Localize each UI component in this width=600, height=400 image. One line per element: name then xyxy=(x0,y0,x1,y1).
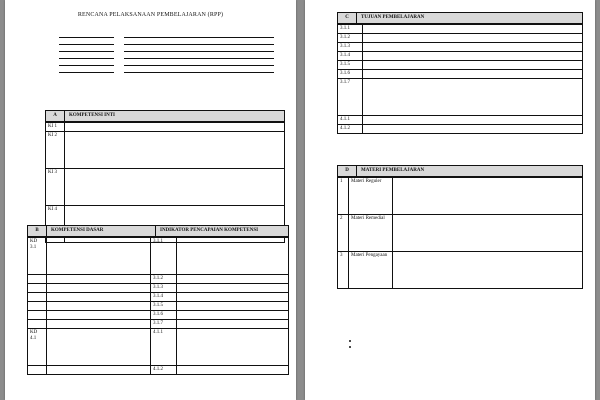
header-value xyxy=(124,43,274,45)
section-d-title: MATERI PEMBELAJARAN xyxy=(361,168,425,174)
table-row xyxy=(28,237,288,274)
document-title: RENCANA PELAKSANAAN PEMBELAJARAN (RPP) xyxy=(77,12,224,18)
ki-code: KI 3 xyxy=(48,170,58,175)
table-row xyxy=(338,60,582,69)
indicator-code: 3.1.1 xyxy=(150,238,176,274)
indicator-text xyxy=(176,238,288,274)
header-row xyxy=(59,64,274,71)
table-row xyxy=(338,214,582,251)
section-c-header xyxy=(337,12,583,24)
table-row xyxy=(46,122,284,131)
tp-text xyxy=(362,61,582,69)
tp-code: 4.1.1 xyxy=(340,117,350,122)
section-b-kompetensi-dasar xyxy=(27,225,289,375)
kd-text xyxy=(46,320,150,328)
section-b-table xyxy=(27,237,289,375)
materi-text-value xyxy=(395,253,580,287)
table-row xyxy=(338,78,582,115)
kd-code: KD 3.1 xyxy=(30,239,38,250)
materi-num: 2 xyxy=(340,216,343,221)
tp-text xyxy=(362,52,582,60)
kd-text-value xyxy=(49,239,148,273)
indicator-text xyxy=(176,293,288,301)
ki-text-value xyxy=(67,124,282,130)
section-a-title: KOMPETENSI INTI xyxy=(69,113,115,119)
header-row xyxy=(59,71,274,78)
kd-text xyxy=(46,311,150,319)
section-c-title: TUJUAN PEMBELAJARAN xyxy=(361,15,425,21)
indicator-code: 3.1.4 xyxy=(150,293,176,301)
tp-text xyxy=(362,34,582,42)
materi-num: 3 xyxy=(340,253,343,258)
tp-text-value xyxy=(365,71,580,77)
materi-label: Materi Remedial xyxy=(348,215,392,251)
table-row xyxy=(338,33,582,42)
kd-code xyxy=(28,284,46,292)
section-c-tujuan-pembelajaran xyxy=(337,12,583,134)
ki-text-value xyxy=(67,133,282,167)
indicator-text-value xyxy=(179,312,286,318)
indicator-text xyxy=(176,302,288,310)
table-row xyxy=(338,124,582,133)
kd-code xyxy=(28,275,46,283)
table-row xyxy=(28,274,288,283)
header-row xyxy=(59,43,274,50)
header-value xyxy=(124,71,274,73)
section-c-letter: C xyxy=(338,13,357,23)
tp-text xyxy=(362,43,582,51)
kd-code xyxy=(28,293,46,301)
materi-text xyxy=(392,215,582,251)
materi-text xyxy=(392,252,582,288)
tp-text-value xyxy=(365,80,580,114)
table-row xyxy=(46,168,284,205)
kd-text-value xyxy=(49,303,148,309)
header-key xyxy=(59,50,114,52)
indicator-code: 4.1.2 xyxy=(150,366,176,374)
tp-code: 4.1.2 xyxy=(340,126,350,131)
indicator-text xyxy=(176,311,288,319)
section-a-kompetensi-inti xyxy=(45,110,285,243)
table-row xyxy=(338,24,582,33)
bullet-icon xyxy=(349,346,351,348)
indicator-text-value xyxy=(179,285,286,291)
kd-text xyxy=(46,293,150,301)
kd-text xyxy=(46,275,150,283)
indicator-text-value xyxy=(179,367,286,373)
table-row xyxy=(28,283,288,292)
kd-text xyxy=(46,329,150,365)
kd-text-value xyxy=(49,367,148,373)
materi-text-value xyxy=(395,216,580,250)
kd-text-value xyxy=(49,312,148,318)
kd-text-value xyxy=(49,321,148,327)
kd-text xyxy=(46,238,150,274)
section-a-header xyxy=(45,110,285,122)
indicator-text-value xyxy=(179,330,286,336)
indicator-text xyxy=(176,284,288,292)
indicator-text-value xyxy=(179,276,286,282)
table-row xyxy=(338,251,582,288)
tp-text-value xyxy=(365,126,580,132)
kd-text-value xyxy=(49,276,148,282)
indicator-code: 3.1.3 xyxy=(150,284,176,292)
header-row xyxy=(59,50,274,57)
tp-text-value xyxy=(365,26,580,32)
header-value xyxy=(124,36,274,38)
section-d-header xyxy=(337,165,583,177)
kd-text-value xyxy=(49,294,148,300)
table-row xyxy=(338,69,582,78)
table-row xyxy=(338,177,582,214)
table-row xyxy=(28,365,288,374)
tp-text-value xyxy=(365,44,580,50)
tp-text-value xyxy=(365,117,580,123)
tp-code: 3.1.4 xyxy=(340,53,350,58)
table-row xyxy=(28,292,288,301)
indicator-code: 4.1.1 xyxy=(150,329,176,365)
table-row xyxy=(28,310,288,319)
ki-text xyxy=(64,169,284,205)
kd-text xyxy=(46,284,150,292)
header-row xyxy=(59,36,274,43)
tp-code: 3.1.5 xyxy=(340,62,350,67)
section-d-table xyxy=(337,177,583,289)
header-row xyxy=(59,57,274,64)
tp-text xyxy=(362,25,582,33)
tp-text-value xyxy=(365,35,580,41)
ki-text xyxy=(64,123,284,131)
tp-text-value xyxy=(365,53,580,59)
section-b-header xyxy=(27,225,289,237)
kd-text-value xyxy=(49,285,148,291)
section-b-title-right: INDIKATOR PENCAPAIAN KOMPETENSI xyxy=(155,226,288,236)
tp-text xyxy=(362,116,582,124)
ki-text-value xyxy=(67,170,282,204)
tp-code: 3.1.2 xyxy=(340,35,350,40)
header-value xyxy=(124,50,274,52)
kd-text-value xyxy=(49,330,148,364)
tp-code: 3.1.7 xyxy=(340,80,350,85)
section-d-materi-pembelajaran xyxy=(337,165,583,289)
bullet-icon xyxy=(349,340,351,342)
header-key xyxy=(59,36,114,38)
indicator-text xyxy=(176,366,288,374)
indicator-code: 3.1.2 xyxy=(150,275,176,283)
tp-text xyxy=(362,125,582,133)
header-key xyxy=(59,57,114,59)
document-page-right xyxy=(305,0,595,400)
tp-text xyxy=(362,70,582,78)
section-d-letter: D xyxy=(338,166,357,176)
document-page-left xyxy=(5,0,296,400)
indicator-text xyxy=(176,275,288,283)
kd-text xyxy=(46,366,150,374)
table-row xyxy=(338,115,582,124)
materi-text-value xyxy=(395,179,580,213)
materi-num: 1 xyxy=(340,179,343,184)
tp-text-value xyxy=(365,62,580,68)
ki-code: KI 1 xyxy=(48,124,58,129)
table-row xyxy=(28,328,288,365)
header-value xyxy=(124,64,274,66)
kd-code xyxy=(28,366,46,374)
ki-code: KI 4 xyxy=(48,207,58,212)
ki-code: KI 2 xyxy=(48,133,58,138)
indicator-text-value xyxy=(179,303,286,309)
table-row xyxy=(338,51,582,60)
indicator-text xyxy=(176,329,288,365)
kd-code: KD 4.1 xyxy=(30,330,38,341)
header-key xyxy=(59,64,114,66)
ki-text xyxy=(64,132,284,168)
indicator-text-value xyxy=(179,321,286,327)
table-row xyxy=(46,131,284,168)
indicator-text-value xyxy=(179,239,286,245)
table-row xyxy=(338,42,582,51)
section-b-title-left: KOMPETENSI DASAR xyxy=(51,228,104,234)
materi-label: Materi Pengayaan xyxy=(348,252,392,288)
materi-label: Materi Reguler xyxy=(348,178,392,214)
section-a-letter: A xyxy=(46,111,65,121)
header-key xyxy=(59,71,114,73)
section-b-letter: B xyxy=(28,226,47,236)
header-value xyxy=(124,57,274,59)
table-row xyxy=(28,301,288,310)
indicator-text xyxy=(176,320,288,328)
kd-code xyxy=(28,302,46,310)
kd-code xyxy=(28,320,46,328)
indicator-code: 3.1.5 xyxy=(150,302,176,310)
kd-text xyxy=(46,302,150,310)
rpp-header-block xyxy=(59,36,274,78)
tp-code: 3.1.1 xyxy=(340,26,350,31)
tp-code: 3.1.6 xyxy=(340,71,350,76)
indicator-code: 3.1.6 xyxy=(150,311,176,319)
indicator-text-value xyxy=(179,294,286,300)
signoff-item xyxy=(349,346,549,352)
kd-code xyxy=(28,311,46,319)
materi-text xyxy=(392,178,582,214)
header-key xyxy=(59,43,114,45)
signoff-block xyxy=(349,340,549,352)
tp-text xyxy=(362,79,582,115)
section-c-table xyxy=(337,24,583,134)
tp-code: 3.1.3 xyxy=(340,44,350,49)
indicator-code: 3.1.7 xyxy=(150,320,176,328)
table-row xyxy=(28,319,288,328)
